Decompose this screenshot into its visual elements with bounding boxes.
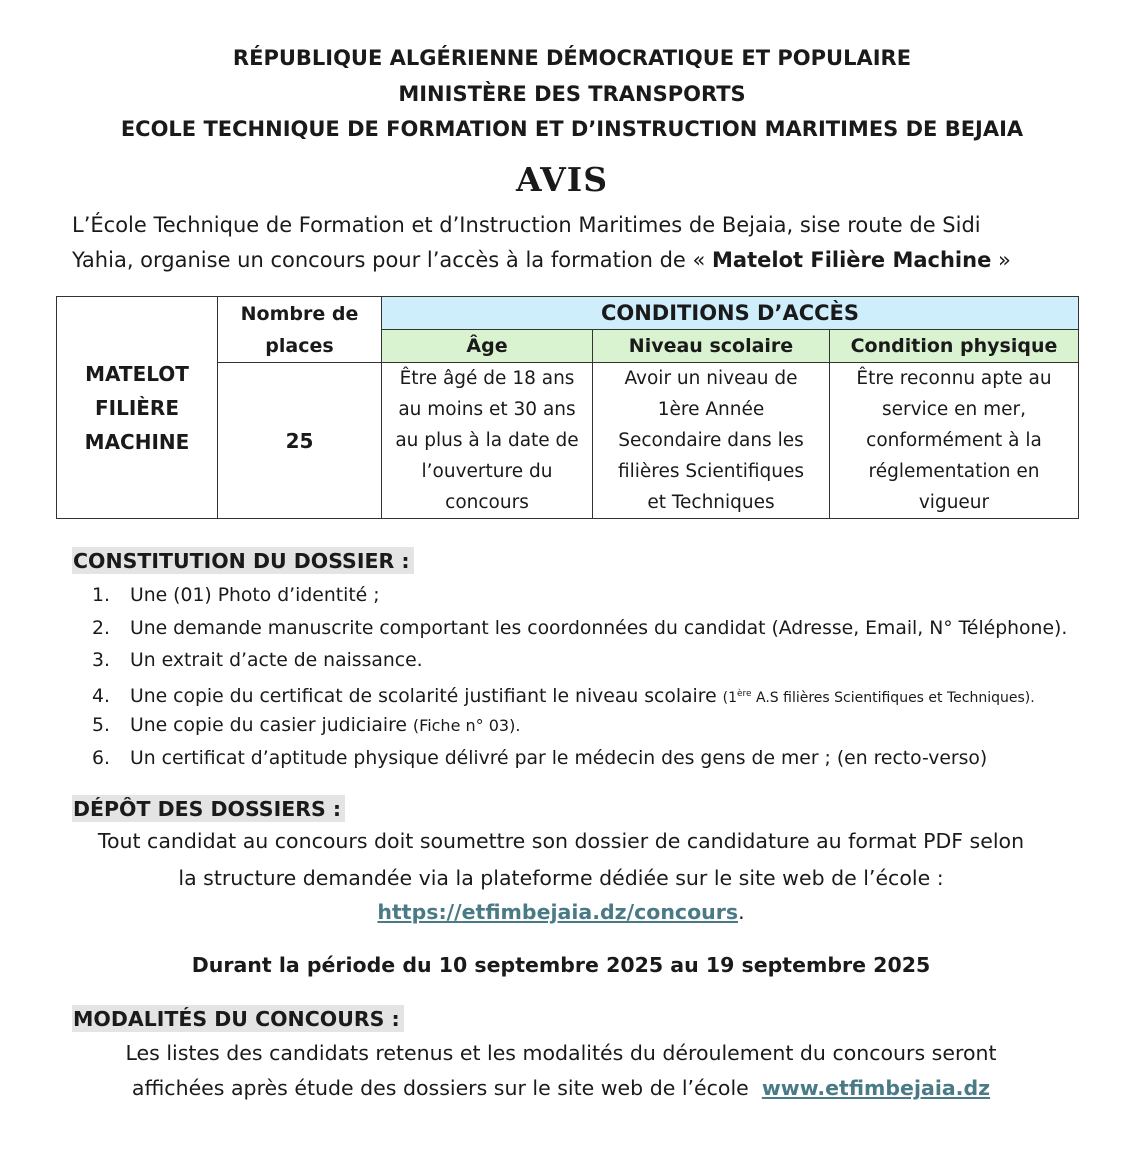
link-suffix: . (738, 900, 745, 924)
list-item-number: 5. (92, 715, 110, 737)
list-item-text: Un extrait d’acte de naissance. (130, 650, 423, 672)
depot-line-1: Tout candidat au concours doit soumettre son dossier de candidature au format PDF selon (97, 829, 1025, 853)
list-item (72, 743, 1067, 776)
header-ministry: MINISTÈRE DES TRANSPORTS (398, 82, 746, 106)
page-title: AVIS (515, 160, 609, 199)
formation-line-1: MATELOT (85, 361, 189, 386)
website-link[interactable]: www.etfimbejaia.dz (761, 1076, 991, 1100)
list-item (72, 645, 1067, 678)
places-header-line-1: Nombre de (240, 302, 359, 325)
physical-line: Être reconnu apte au (856, 368, 1052, 389)
age-line: concours (445, 492, 529, 513)
age-line: Être âgé de 18 ans (399, 368, 575, 389)
age-header: Âge (382, 330, 593, 363)
list-item-number: 4. (92, 685, 110, 707)
formation-name: Matelot Filière Machine (712, 248, 992, 272)
level-header: Niveau scolaire (593, 330, 830, 363)
list-item-note: (Fiche n° 03). (412, 716, 521, 736)
formation-line-3: MACHINE (84, 429, 190, 454)
list-item-number: 2. (92, 617, 110, 639)
list-item-number: 6. (92, 747, 110, 769)
depot-link-line (0, 900, 1122, 924)
places-header (218, 297, 382, 363)
intro-paragraph (72, 208, 1072, 278)
list-item (72, 678, 1067, 711)
depot-heading: DÉPÔT DES DOSSIERS : (72, 795, 345, 822)
conditions-table (56, 296, 1079, 519)
age-line: au moins et 30 ans (398, 399, 576, 420)
dossier-list (72, 580, 1067, 776)
physical-line: conformément à la (866, 430, 1042, 451)
places-value: 25 (218, 363, 382, 519)
note-superscript: ère (736, 688, 752, 699)
physical-condition (830, 363, 1079, 519)
intro-line-2 (72, 243, 1072, 278)
formation-line-2: FILIÈRE (94, 395, 179, 420)
places-header-line-2: places (265, 334, 334, 357)
physical-line: vigueur (918, 492, 990, 513)
intro-line-2-prefix: Yahia, organise un concours pour l’accès à la formation de « (72, 248, 713, 272)
modalites-line-2-text: affichées après étude des dossiers sur le site web de l’école (131, 1076, 762, 1100)
level-line: Secondaire dans les (618, 430, 804, 451)
modalites-line-1: Les listes des candidats retenus et les modalités du déroulement du concours seront (125, 1041, 997, 1065)
level-line: 1ère Année (657, 399, 765, 420)
level-line: filières Scientifiques (617, 461, 805, 482)
list-item-text: Une demande manuscrite comportant les coordonnées du candidat (Adresse, Email, N° Téléphone). (130, 617, 1068, 639)
header-republic: RÉPUBLIQUE ALGÉRIENNE DÉMOCRATIQUE ET POPULAIRE (232, 46, 912, 70)
age-line: au plus à la date de (395, 430, 579, 451)
intro-line-2-suffix: » (991, 248, 1011, 272)
age-condition (382, 363, 593, 519)
modalites-line-2 (0, 1076, 1122, 1100)
list-item-number: 1. (92, 585, 110, 606)
list-item-note (723, 690, 1035, 706)
age-line: l’ouverture du (421, 461, 553, 482)
depot-line-2: la structure demandée via la plateforme dédiée sur le site web de l’école : (178, 866, 944, 890)
physical-header: Condition physique (830, 330, 1079, 363)
header-school: ECOLE TECHNIQUE DE FORMATION ET D’INSTRUCTION MARITIMES DE BEJAIA (120, 117, 1024, 141)
intro-line-1: L’École Technique de Formation et d’Instruction Maritimes de Bejaia, sise route de Sidi (72, 213, 981, 237)
list-item (72, 580, 1067, 613)
dossier-heading: CONSTITUTION DU DOSSIER : (72, 547, 414, 574)
concours-link[interactable]: https://etfimbejaia.dz/concours (377, 900, 739, 924)
note-prefix: (1 (722, 689, 737, 706)
note-suffix: A.S filières Scientifiques et Techniques). (751, 689, 1035, 706)
period-text: Durant la période du 10 septembre 2025 au 19 septembre 2025 (191, 953, 931, 977)
level-line: et Techniques (647, 492, 775, 513)
list-item-text: Un certificat d’aptitude physique délivré par le médecin des gens de mer ; (en recto-verso) (130, 747, 988, 769)
physical-line: service en mer, (881, 399, 1027, 420)
list-item (72, 710, 1067, 743)
level-condition (593, 363, 830, 519)
formation-cell (57, 297, 218, 519)
list-item-text: Une copie du certificat de scolarité justifiant le niveau scolaire (130, 685, 723, 707)
list-item-text: Une (01) Photo d’identité ; (130, 585, 380, 606)
physical-line: réglementation en (868, 461, 1040, 482)
list-item-number: 3. (92, 650, 110, 672)
list-item (72, 613, 1067, 646)
level-line: Avoir un niveau de (624, 368, 798, 389)
conditions-header: CONDITIONS D’ACCÈS (382, 297, 1079, 330)
list-item-text: Une copie du casier judiciaire (130, 715, 413, 737)
modalites-heading: MODALITÉS DU CONCOURS : (72, 1005, 404, 1032)
